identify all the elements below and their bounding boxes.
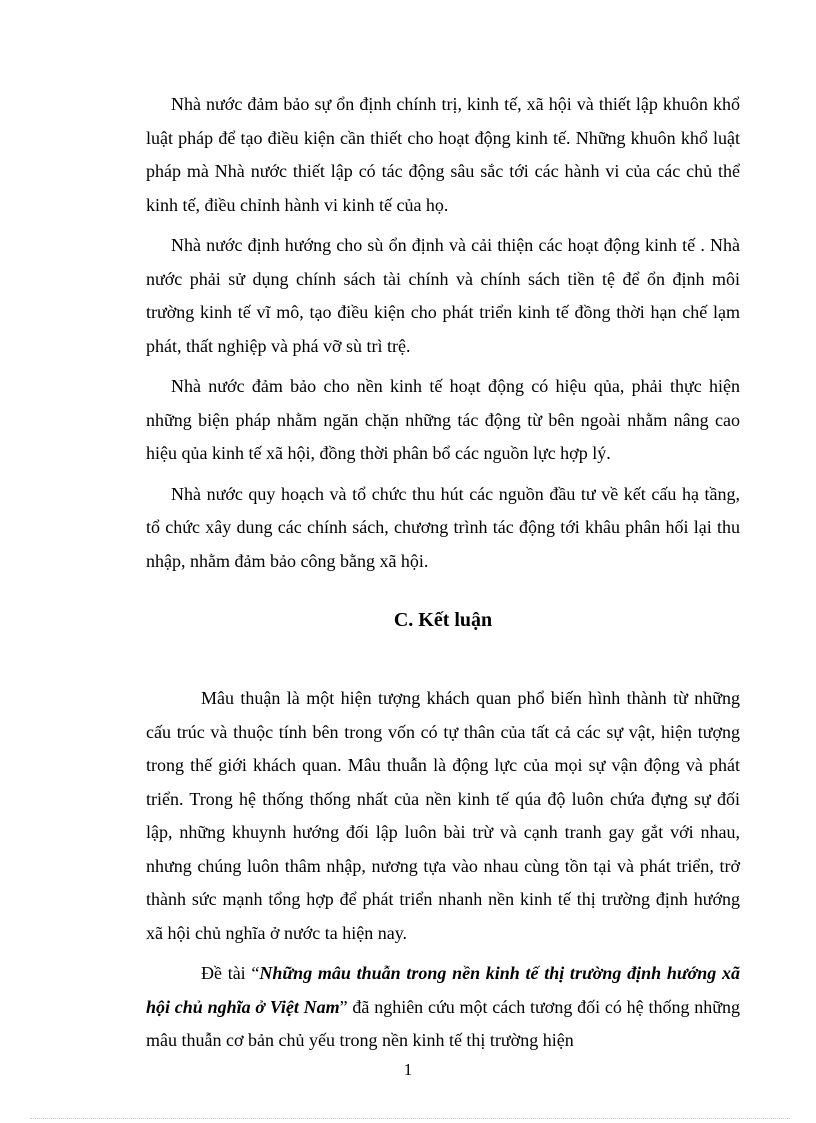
topic-title: Những mâu thuẫn trong nền kinh tế thị trường định hướng xã hội chủ nghĩa ở Việt Nam	[146, 963, 741, 1017]
section-heading-conclusion: C. Kết luận	[393, 609, 493, 631]
paragraph-state-orientation: Nhà nước định hướng cho sù ổn định và cải thiện các hoạt động kinh tế . Nhà nước phải sử dụng chính sách tài chính và chính sách tiền tệ để ổn định môi trường kinh tế vĩ mô, tạo điều kiện cho phát triển kinh tế đồng thời hạn chế lạm phát, thất nghiệp và phá vỡ sù trì trệ.	[146, 235, 740, 356]
topic-suffix: ” đã nghiên cứu một cách tương đối có hệ thống những mâu thuẫn cơ bản chủ yếu trong nền kinh tế thị trường hiện	[146, 996, 740, 1050]
paragraph-state-efficiency: Nhà nước đảm bảo cho nền kinh tế hoạt động có hiệu qủa, phải thực hiện những biện pháp nhằm ngăn chặn những tác động từ bên ngoài nhằm nâng cao hiệu qủa kinh tế xã hội, đồng thời phân bổ các nguồn lực hợp lý.	[146, 376, 740, 463]
page-bottom-divider	[30, 1118, 790, 1119]
body-text-conclusion	[146, 682, 740, 1065]
paragraph-conclusion-topic	[146, 957, 740, 1058]
paragraph-state-planning: Nhà nước quy hoạch và tổ chức thu hút các nguồn đầu tư về kết cấu hạ tầng, tổ chức xây dung các chính sách, chương trình tác động tới khâu phân hối lại thu nhập, nhằm đảm bảo công bằng xã hội.	[146, 483, 740, 571]
page-number: 1	[403, 1060, 413, 1079]
paragraph-conclusion-contradiction: Mâu thuận là một hiện tượng khách quan phổ biến hình thành từ những cấu trúc và thuộc tính bên trong vốn có tự thân của tất cả các sự vật, hiện tượng trong thế giới khách quan. Mâu thuẫn là động lực của mọi sự vận động và phát triển. Trong hệ thống thống nhất của nền kinh tế qúa độ luôn chứa đựng sự đối lập, những khuynh hướng đối lập luôn bài trừ và cạnh tranh gay gắt với nhau, nhưng chúng luôn thâm nhập, nương tựa vào nhau cùng tồn tại và phát triển, trở thành sức mạnh tổng hợp để phát triển nhanh nền kinh tế thị trường định hướng xã hội chủ nghĩa ở nước ta hiện nay.	[146, 688, 740, 943]
body-text-top	[146, 88, 740, 585]
paragraph-state-stability: Nhà nước đảm bảo sự ổn định chính trị, kinh tế, xã hội và thiết lập khuôn khổ luật pháp để tạo điều kiện cần thiết cho hoạt động kinh tế. Những khuôn khổ luật pháp mà Nhà nước thiết lập có tác động sâu sắc tới các hành vi của các chủ thể kinh tế, điều chỉnh hành vi kinh tế của họ.	[146, 94, 740, 215]
topic-prefix: Đề tài “	[201, 963, 260, 983]
